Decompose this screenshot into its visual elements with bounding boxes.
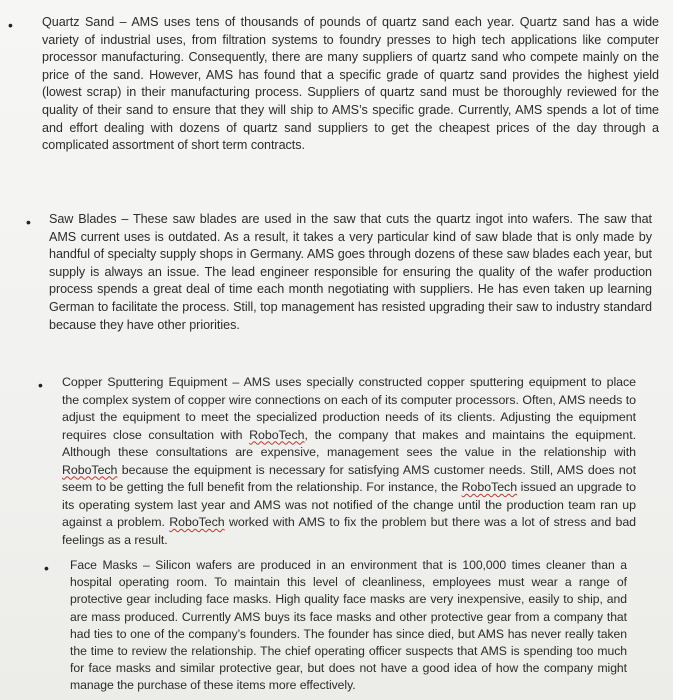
spellcheck-word[interactable]: RoboTech [461,480,518,494]
bullet-face-masks: • [44,560,49,576]
bullet-saw-blades: • [26,214,31,230]
text-segment: , the company that makes and maintains the equipment. Although these consultations are expensive, management sees the value in the relationship with [62,427,636,459]
item-saw-blades: Saw Blades – These saw blades are used in the saw that cuts the quartz ingot into wafers. The saw that AMS current uses is outdated. As a result, it takes a very particular kind of saw blade that is only made by handful of specialty supply shops in Germany. AMS goes through dozens of these saw blades each year, but supply is always an issue. The lead engineer responsible for ensuring the quality of the wafer production process spends a great deal of time each month negotiating with suppliers. He has even taken up learning German to facilitate the process. Still, top management has resisted upgrading their saw to industry standard because they have other priorities. [49,212,652,332]
spellcheck-word[interactable]: RoboTech [249,427,305,442]
text-segment: worked with AMS to fix the problem but there was a lot of stress and bad feelings as a result. [62,515,637,547]
bullet-quartz-sand: • [8,17,13,33]
bullet-copper-sputtering: • [38,377,43,393]
spellcheck-word[interactable]: RoboTech [169,515,225,529]
item-quartz-sand: Quartz Sand – AMS uses tens of thousands of pounds of quartz sand each year. Quartz sand has a wide variety of industrial uses, from filtration systems to foundry presses to high tech applications like computer processor manufacturing. Consequently, there are many suppliers of quartz sand who compete mainly on the price of the sand. However, AMS has found that a specific grade of quartz sand provides the highest yield (lowest scrap) in their manufacturing process. Suppliers of quartz sand must be thoroughly reviewed for the quality of their sand to ensure that they will ship to AMS’s specific grade. Currently, AMS spends a lot of time and effort dealing with dozens of quartz sand suppliers to get the cheapest prices of the day through a complicated assortment of short term contracts. [42,15,659,153]
spellcheck-word[interactable]: RoboTech [62,462,118,477]
text-segment: issued an upgrade to its operating system last year and AMS was not notified of the change until the production team ran up against a problem. [62,480,636,529]
item-copper-sputtering [62,374,636,549]
item-face-masks: Face Masks – Silicon wafers are produced in an environment that is 100,000 times cleaner than a hospital operating room. To maintain this level of cleanliness, employees must wear a range of protective gear including face masks. High quality face masks are very inexpensive, easily to ship, and are mass produced. Currently AMS buys its face masks and other protective gear from a company that had ties to one of the company’s founders. The founder has since died, but AMS has never really taken the time to review the relationship. The chief operating officer suspects that AMS is spending too much for face masks and similar protective gear, but does not have a good idea of how the company might manage the purchase of these items more effectively. [70,558,627,693]
text-segment: because the equipment is necessary for satisfying AMS customer needs. Still, AMS does not seem to be getting the full benefit from the relationship. For instance, the [62,462,636,494]
text-segment: Copper Sputtering Equipment – AMS uses specially constructed copper sputtering equipment to place the complex system of copper wire connections on each of its computer processors. Often, AMS needs to adjust the equipment to meet the specialized production needs of its clients. Adjusting the equipment requires close consultation with [62,375,636,442]
